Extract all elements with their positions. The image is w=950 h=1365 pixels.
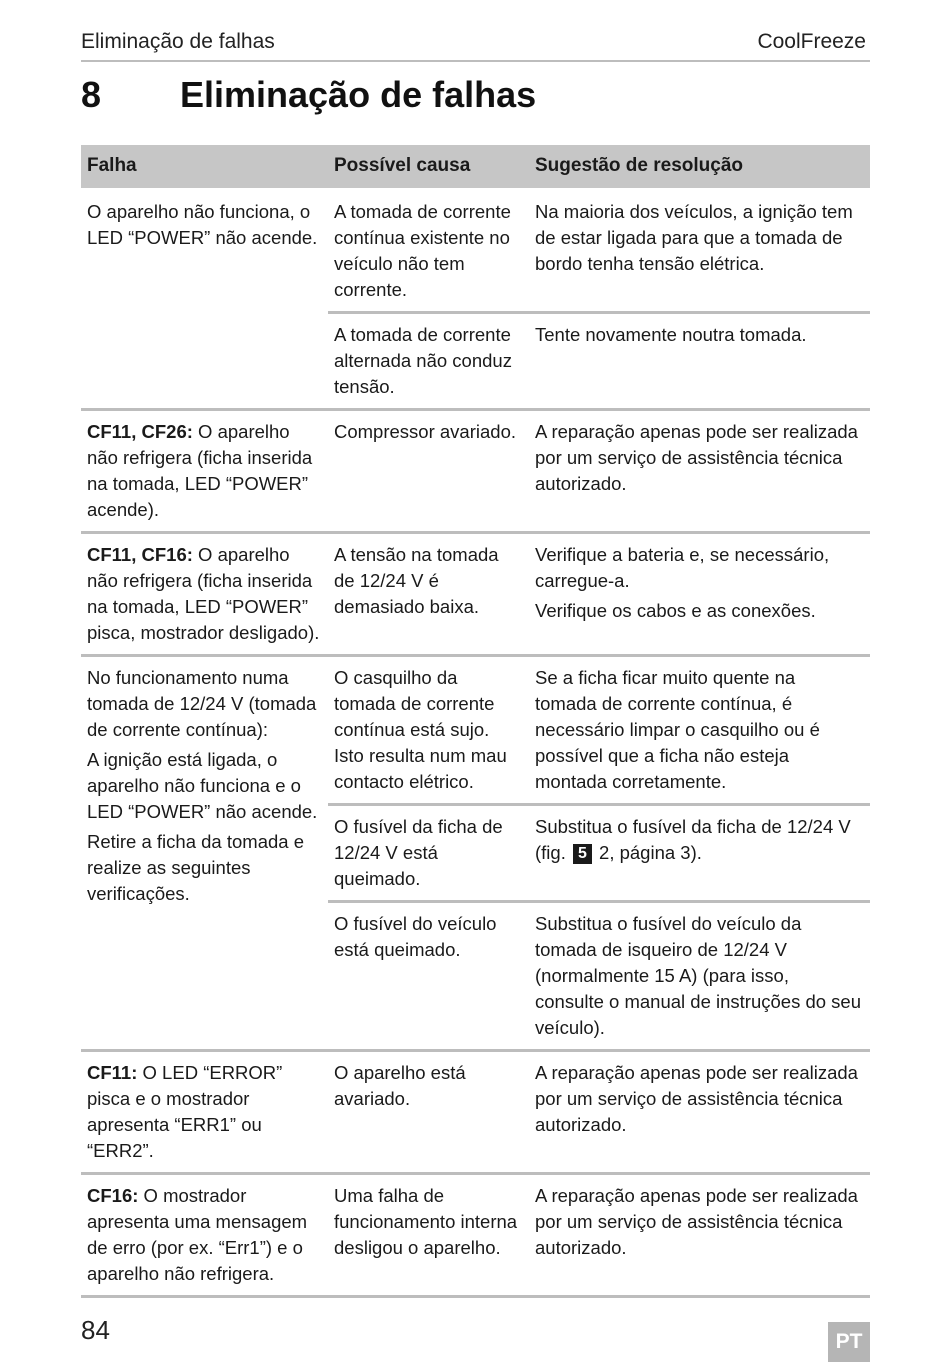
fault-cell	[81, 1174, 328, 1297]
cause-cell	[328, 190, 529, 313]
language-tab: PT	[828, 1322, 870, 1362]
cause-text: A tensão na tomada de 12/24 V é demasiado baixa.	[334, 544, 499, 617]
solution-cell	[529, 656, 870, 805]
cause-text: Uma falha de funcionamento interna desligou o aparelho.	[334, 1185, 518, 1258]
model-label: CF11, CF16:	[87, 544, 193, 565]
cause-cell	[328, 313, 529, 410]
running-header-section: Eliminação de falhas	[81, 30, 275, 53]
fault-cell	[81, 190, 328, 410]
cause-text: O aparelho está avariado.	[334, 1062, 466, 1109]
solution-cell	[529, 313, 870, 410]
solution-text: Substitua o fusível do veículo da tomada de isqueiro de 12/24 V (normalmente 15 A) (para isso, consulte o manual de instruções do seu veículo).	[535, 913, 862, 1038]
cause-cell	[328, 410, 529, 533]
section-title: Eliminação de falhas	[180, 74, 537, 115]
fault-text: O aparelho não refrigera (ficha inserida na tomada, LED “POWER” acende).	[87, 421, 313, 520]
cause-cell	[328, 1051, 529, 1174]
cause-cell	[328, 805, 529, 902]
fault-text: A ignição está ligada, o aparelho não funciona e o LED “POWER” não acende.	[87, 749, 318, 822]
troubleshooting-table	[81, 145, 870, 1298]
figure-number-badge: 5	[573, 844, 592, 864]
fault-text: O aparelho não refrigera (ficha inserida na tomada, LED “POWER” pisca, mostrador desligado).	[87, 544, 320, 643]
solution-cell	[529, 1051, 870, 1174]
solution-cell	[529, 805, 870, 902]
table-row	[81, 533, 870, 656]
running-header-product: CoolFreeze	[757, 30, 866, 53]
table-row	[81, 410, 870, 533]
fault-text: O aparelho não funciona, o LED “POWER” não acende.	[87, 201, 318, 248]
page-number: 84	[81, 1315, 110, 1345]
column-header-fault: Falha	[81, 145, 328, 190]
cause-cell	[328, 1174, 529, 1297]
table-header-row	[81, 145, 870, 190]
cause-text: A tomada de corrente alternada não conduz tensão.	[334, 324, 512, 397]
cause-text: A tomada de corrente contínua existente no veículo não tem corrente.	[334, 201, 511, 300]
solution-text: Substitua o fusível da ficha de 12/24 V (fig. 5 2, página 3).	[535, 816, 851, 863]
fault-cell	[81, 1051, 328, 1174]
fault-text: No funcionamento numa tomada de 12/24 V (tomada de corrente contínua):	[87, 667, 317, 740]
model-label: CF11, CF26:	[87, 421, 193, 442]
section-number: 8	[81, 74, 102, 115]
solution-text: Verifique a bateria e, se necessário, carregue-a.	[535, 544, 830, 591]
table-row	[81, 1174, 870, 1297]
cause-cell	[328, 656, 529, 805]
cause-cell	[328, 533, 529, 656]
solution-text: Na maioria dos veículos, a ignição tem de estar ligada para que a tomada de bordo tenha tensão elétrica.	[535, 201, 853, 274]
table-row	[81, 656, 870, 805]
solution-cell	[529, 1174, 870, 1297]
solution-text: A reparação apenas pode ser realizada por um serviço de assistência técnica autorizado.	[535, 421, 858, 494]
column-header-cause: Possível causa	[328, 145, 529, 190]
solution-text: A reparação apenas pode ser realizada por um serviço de assistência técnica autorizado.	[535, 1185, 858, 1258]
solution-cell	[529, 902, 870, 1051]
solution-text: Se a ficha ficar muito quente na tomada de corrente contínua, é necessário limpar o casquilho ou é possível que a ficha não esteja montada corretamente.	[535, 667, 820, 792]
fault-text: O mostrador apresenta uma mensagem de erro (por ex. “Err1”) e o aparelho não refrigera.	[87, 1185, 308, 1284]
solution-text: A reparação apenas pode ser realizada por um serviço de assistência técnica autorizado.	[535, 1062, 858, 1135]
model-label: CF16:	[87, 1185, 139, 1206]
cause-text: O casquilho da tomada de corrente contínua está sujo. Isto resulta num mau contacto elétrico.	[334, 667, 507, 792]
fault-cell	[81, 410, 328, 533]
solution-text: Tente novamente noutra tomada.	[535, 324, 807, 345]
fault-cell	[81, 656, 328, 1051]
table-row	[81, 190, 870, 313]
cause-cell	[328, 902, 529, 1051]
cause-text: O fusível da ficha de 12/24 V está queimado.	[334, 816, 503, 889]
fault-text: Retire a ficha da tomada e realize as seguintes verificações.	[87, 831, 304, 904]
column-header-solution: Sugestão de resolução	[529, 145, 870, 190]
solution-cell	[529, 410, 870, 533]
running-header	[81, 28, 870, 62]
solution-cell	[529, 533, 870, 656]
fault-text: O LED “ERROR” pisca e o mostrador apresenta “ERR1” ou “ERR2”.	[87, 1062, 283, 1161]
cause-text: O fusível do veículo está queimado.	[334, 913, 497, 960]
solution-cell	[529, 190, 870, 313]
cause-text: Compressor avariado.	[334, 421, 516, 442]
fault-cell	[81, 533, 328, 656]
model-label: CF11:	[87, 1062, 138, 1083]
solution-text: Verifique os cabos e as conexões.	[535, 600, 816, 621]
table-row	[81, 1051, 870, 1174]
